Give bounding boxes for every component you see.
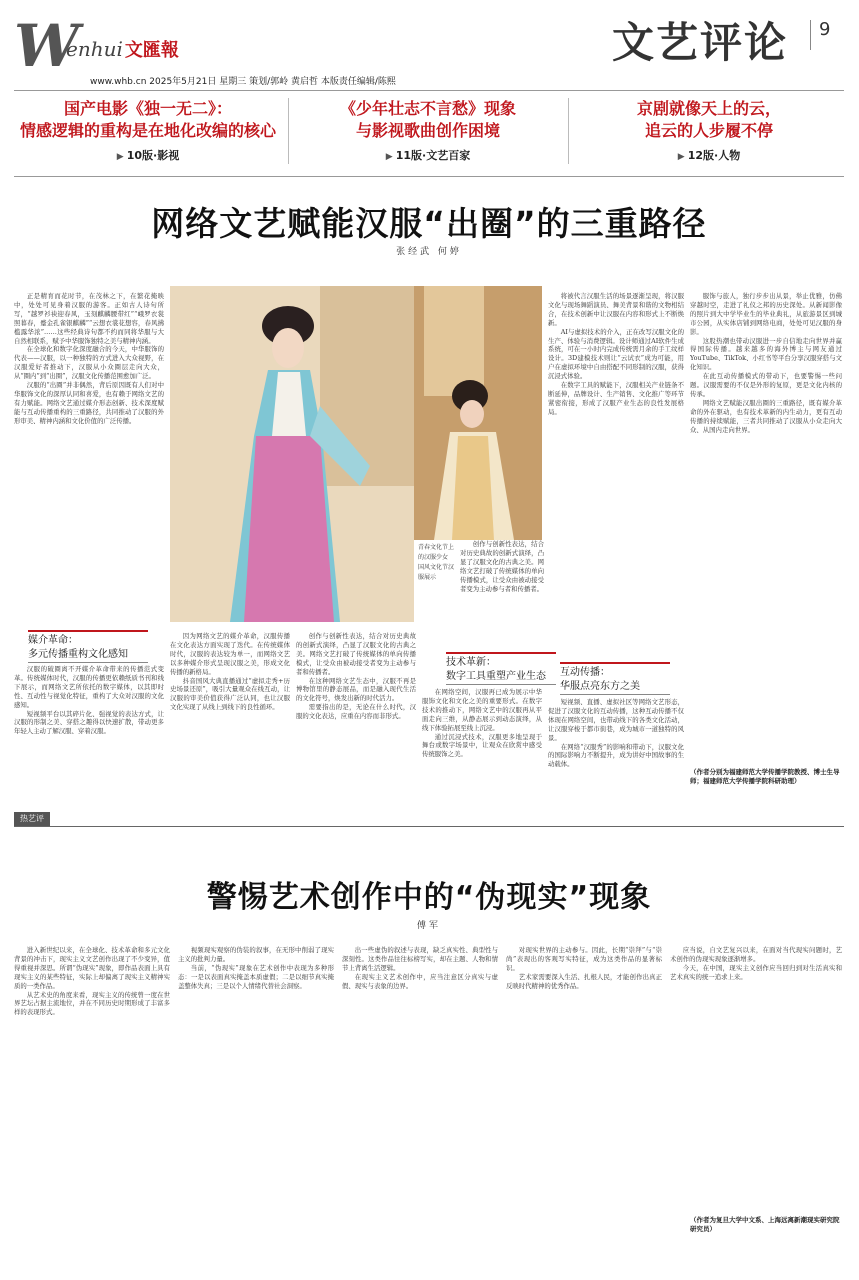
issue-info: www.whb.cn 2025年5月21日 星期三 策划/郭岭 黄启哲 本版责任编辑/陈熙 — [90, 77, 396, 87]
hanfu-photo-2 — [414, 286, 542, 540]
article2-author-note: （作者为复旦大学中文系、上海远离新潮现实研究院研究员） — [690, 1216, 840, 1233]
logo-chinese: 文匯報 — [124, 40, 179, 61]
teaser-title: 《少年壮志不言愁》现象 与影视歌曲创作困境 — [339, 99, 516, 140]
subhead-media: 媒介革命： 多元传播重构文化感知 — [28, 630, 148, 663]
hanfu-photo — [170, 286, 414, 622]
article-column-1b: 汉服的破圈离不开媒介革命带来的传播范式变革。传统媒体时代，汉服的传播更依赖纸质书刊和线下展示，而网络文艺所依托的数字媒体，以其即时性、互动性与视觉化特征，重构了大众对汉服的文化感知。 短视频平台以其碎片化、强视觉的表达方式，让汉服的形制之美、穿搭之趣得以快速扩散，带动更多年轻人主动了解汉服、穿着汉服。 — [14, 665, 164, 736]
hot-commentary-tag: 热艺评 — [14, 812, 50, 826]
subhead-tech: 技术革新： 数字工具重塑产业生态 — [446, 652, 556, 685]
article2-column-1: 进入新世纪以来，在全球化、技术革命和多元文化背景的冲击下，现实主义文艺创作出现了不少变异，值得重视并深思。所谓“伪现实”现象，即作品表面上具有现实主义的某些特征，实际上却偏离了现实主义精神实质的一类作品。 从艺术史的角度来看，现实主义的传统曾一度在世界艺坛占据主流地位，并在不同历史时期形成了丰富多样的表现形式。 — [14, 946, 170, 1017]
article2-headline: 警惕艺术创作中的“伪现实”现象 — [206, 880, 652, 915]
teaser-divider — [568, 98, 569, 164]
article-column-3b: 在网络空间，汉服再已成为展示中华服饰文化和文化之美的重要形式。在数字技术的推动下，网络文艺中的汉服再从平面走向三维，从静态展示到动态演绎，从线下体验拓展至线上沉浸。 通过沉浸式技术，汉服更多地呈现于舞台或数字场景中，让观众在欣赏中感受传统服饰之美。 — [422, 688, 542, 759]
subhead-interaction: 互动传播： 华服点亮东方之美 — [560, 662, 670, 695]
article-byline: 张经武 何婷 — [396, 247, 462, 257]
author-note: （作者分别为福建师范大学传播学院教授、博士生导师；福建师范大学传播学院科研助理） — [690, 768, 840, 785]
teaser-page-ref[interactable]: ▶ 11版·文艺百家 — [294, 147, 562, 163]
section-rule — [14, 826, 844, 827]
article-column-3-upper: 创作与创新性表达，结合对历史典故的创新式演绎，凸显了汉服文化的古典之美。网络文艺打破了传统媒体的单向传播模式，让受众由被动接受者变为主动参与者和传播者。 — [460, 540, 544, 593]
article2-column-3: 出一些虚伪的叙述与表现，缺乏真实性、典型性与深刻性。这类作品往往标榜写实，却在主题、人物和情节上背离生活逻辑。 在现实主义艺术创作中，应当注意区分真实与虚假、现实与表象的边界。 — [342, 946, 498, 990]
teaser-opera[interactable] — [574, 98, 844, 168]
hanfu-illustration-2 — [414, 286, 542, 540]
article2-column-4: 对现实世界的主动参与。因此，长期“崇拜”与“崇尚”表现出的客观写实特征，成为这类作品的显著标识。 艺术家需要深入生活、扎根人民，才能创作出真正反映时代精神的优秀作品。 — [506, 946, 662, 990]
teaser-title: 国产电影《独一无二》： 情感逻辑的重构是在地化改编的核心 — [19, 99, 276, 140]
article-column-4: 将被代言汉服生活的场景逐渐呈现，将汉服文化与现场舞蹈演员、舞美背景和谐的文物相结合，在技术创新中让汉服在内容和形式上不断焕新。 AI与虚拟技术的介入，正在改写汉服文化的生产、体验与消费逻辑。设计师通过AI软件生成系统，可在一小时内完成传统需月余的手工纹样设计。3D建模技术则让“云试衣”成为可能，用户在虚拟环境中自由搭配不同形制的汉服，获得沉浸式体验。 在数字工具的赋能下，汉服相关产业链条不断延伸，品牌设计、生产销售、文化推广等环节紧密衔接，形成了汉服产业生态的良性发展格局。 — [548, 292, 684, 416]
article-column-3: 创作与创新性表达，结合对历史典故的创新式演绎，凸显了汉服文化的古典之美。网络文艺打破了传统媒体的单向传播模式，让受众由被动接受者变为主动参与者和传播者。 在这种网络文艺生态中，汉服不再是博物馆里的静态展品，而是融入现代生活的文化符号，焕发出新的时代活力。 需要指出的是，无论在什么时代，汉服的文化表达，应重在内容而非形式。 — [296, 632, 416, 721]
article-headline: 网络文艺赋能汉服“出圈”的三重路径 — [151, 204, 707, 243]
teaser-page-ref[interactable]: ▶ 12版·人物 — [574, 147, 844, 163]
article-column-4b: 短视频、直播、虚拟社区等网络文艺形态，促进了汉服文化的互动传播，这种互动传播不仅体现在网络空间，也带动线下的各类文化活动，让汉服穿梭于都市街巷，成为城市一道独特的风景。 在网络“汉服秀”的影响和带动下，汉服文化的国际影响力不断提升，成为讲好中国故事的生动载体。 — [548, 698, 684, 769]
section-title: 文艺评论 — [612, 18, 789, 67]
newspaper-logo[interactable] — [14, 12, 179, 80]
article-column-5: 服饰与旅人，独行步步出从景，举止优雅，仿佛穿越时空，走进了礼仪之邦的历史深处。从新闻影像的照片到大中学毕业生的毕业典礼，从旅游景区到城市公园，从实体店铺到网络电商，处处可见汉服的身影。 这股热潮也带动汉服进一步自信地走向世界并赢得国际传播。越来越多的海外博主与网友通过YouTube、TikTok、小红书等平台分享汉服穿搭与文化知识。 在此互动传播模式的带动下，也要警惕一些问题。汉服需要的不仅是外形的复原，更是文化内核的传承。 网络文艺赋能汉服出圈的三重路径，既有媒介革命的外在驱动，也有技术革新的内生动力，更有互动传播的持续赋能，三者共同推动了汉服从小众走向大众、从国内走向世界。 — [690, 292, 842, 434]
teaser-page-ref[interactable]: ▶ 10版·影视 — [14, 147, 282, 163]
masthead — [14, 10, 844, 88]
photo-caption: 青春文化节上的汉服少女 国风文化节汉服展示 — [418, 544, 455, 581]
teaser-rule — [14, 176, 844, 177]
article-column-2: 因为网络文艺的媒介革命，汉服传播在文化表达方面实现了迭代。在传统媒体时代，汉服的表达较为单一，而网络文艺以多种媒介形式呈现汉服之美，形成文化传播的新格局。 抖音国风大典直播通过“虚拟走秀+历史场景还原”，吸引大量观众在线互动，让汉服的审美价值获得广泛认同，也让汉服文化实现了从线上到线下的良性循环。 — [170, 632, 290, 712]
article2-column-5: 应当说，自文艺复兴以来，在面对当代现实问题时，艺术创作的伪现实现象逐渐增多。 今天，在中国，现实主义创作应当回归到对生活真实和艺术真实的统一追求上来。 — [670, 946, 842, 981]
teaser-title: 京剧就像天上的云， 追云的人步履不停 — [636, 99, 781, 140]
logo-text: enhui 文匯報 — [66, 37, 179, 61]
article-column-1: 正是精育而花时节，在茂林之下，在繁花掩映中，处处可见身着汉服的游客。正如古人诗句所写，“越罗衫袂迎春风，玉刻麒麟腰带红”“峨罗衣裳照暮春，蹙金孔雀银麒麟”“云想衣裳花想容，春风拂槛露华浓”……这些经典诗句都不约而同将华服与大自然相联系，赋予中华服饰独特之美与精神内涵。 在全球化和数字化深度融合的今天，中华服饰的代表——汉服，以一种独特的方式进入大众视野，在汉服爱好者推动下，汉服从小众圈层走向大众，从“圈内”到“出圈”，汉服文化传播范围愈加广泛。 汉服的“出圈”并非偶然，背后原因既有人们对中华服饰文化的深厚认同和喜爱，也有赖于网络文艺的有力赋能。网络文艺通过媒介形态创新、技术深度赋能与互动传播重构的三重路径，共同推动了汉服的外形审美、精神内涵和文化价值的广泛传播。 — [14, 292, 164, 425]
teaser-divider — [288, 98, 289, 164]
article2-byline: 傅军 — [416, 921, 441, 931]
hanfu-illustration — [170, 286, 414, 622]
logo-letter: W — [14, 12, 76, 80]
page-number: 9 — [810, 20, 830, 50]
masthead-rule — [14, 90, 844, 91]
teaser-film[interactable] — [14, 98, 282, 168]
teaser-song[interactable] — [294, 98, 562, 168]
article2-column-2: 视频现实观察的伪装的叙事，在无形中削弱了现实主义的批判力量。 当前，“伪现实”现象在艺术创作中表现为多种形态：一是以表面真实掩盖本质虚假；二是以细节真实掩盖整体失真；三是以个人情绪代替社会洞察。 — [178, 946, 334, 990]
